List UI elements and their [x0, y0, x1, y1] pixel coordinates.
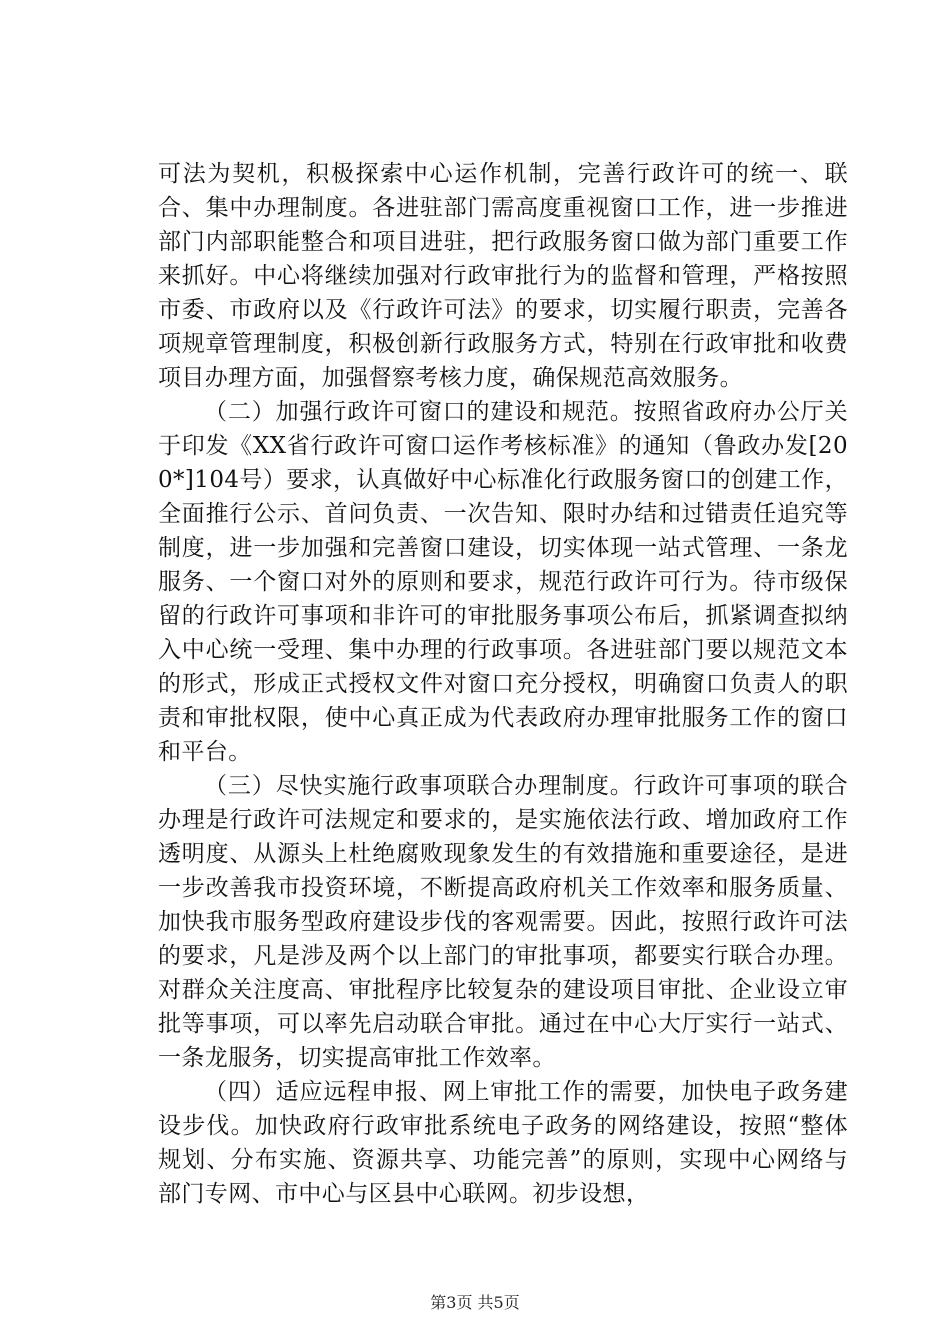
page-footer: 第3页 共5页	[430, 1293, 520, 1312]
document-body	[158, 157, 848, 1211]
paragraph-section-4: （四）适应远程申报、网上审批工作的需要，加快电子政务建设步伐。加快政府行政审批系统电子政务的网络建设，按照“整体规划、分布实施、资源共享、功能完善”的原则，实现中心网络与部门专网、市中心与区县中心联网。初步设想，	[158, 1079, 848, 1207]
paragraph-section-2: （二）加强行政许可窗口的建设和规范。按照省政府办公厅关于印发《XX省行政许可窗口运作考核标准》的通知（鲁政办发[200*]104号）要求，认真做好中心标准化行政服务窗口的创建工作，全面推行公示、首问负责、一次告知、限时办结和过错责任追究等制度，进一步加强和完善窗口建设，切实体现一站式管理、一条龙服务、一个窗口对外的原则和要求，规范行政许可行为。待市级保留的行政许可事项和非许可的审批服务事项公布后，抓紧调查拟纳入中心统一受理、集中办理的行政事项。各进驻部门要以规范文本的形式，形成正式授权文件对窗口充分授权，明确窗口负责人的职责和审批权限，使中心真正成为代表政府办理审批服务工作的窗口和平台。	[158, 399, 848, 765]
paragraph-section-3: （三）尽快实施行政事项联合办理制度。行政许可事项的联合办理是行政许可法规定和要求的，是实施依法行政、增加政府工作透明度、从源头上杜绝腐败现象发生的有效措施和重要途径，是进一步改善我市投资环境，不断提高政府机关工作效率和服务质量、加快我市服务型政府建设步伐的客观需要。因此，按照行政许可法的要求，凡是涉及两个以上部门的审批事项，都要实行联合办理。对群众关注度高、审批程序比较复杂的建设项目审批、企业设立审批等事项，可以率先启动联合审批。通过在中心大厅实行一站式、一条龙服务，切实提高审批工作效率。	[158, 773, 848, 1071]
paragraph-continuation: 可法为契机，积极探索中心运作机制，完善行政许可的统一、联合、集中办理制度。各进驻部门需高度重视窗口工作，进一步推进部门内部职能整合和项目进驻，把行政服务窗口做为部门重要工作来抓好。中心将继续加强对行政审批行为的监督和管理，严格按照市委、市政府以及《行政许可法》的要求，切实履行职责，完善各项规章管理制度，积极创新行政服务方式，特别在行政审批和收费项目办理方面，加强督察考核力度，确保规范高效服务。	[158, 161, 848, 391]
